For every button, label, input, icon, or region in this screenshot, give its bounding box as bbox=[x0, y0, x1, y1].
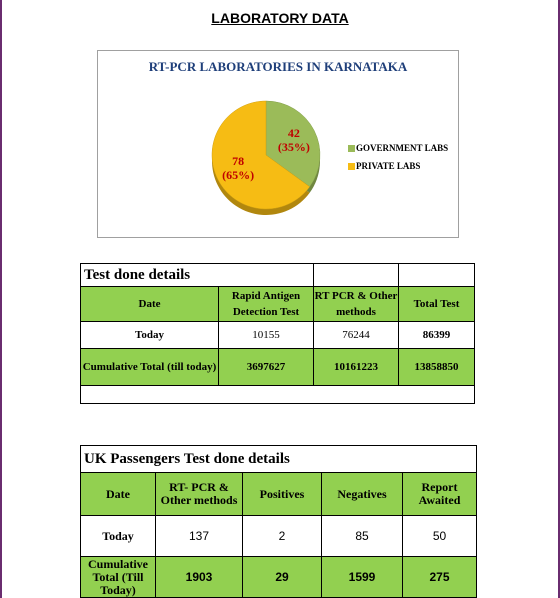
test-table-caption: Test done details bbox=[81, 264, 219, 287]
header-rt-pcr: RT PCR & Other methods bbox=[314, 287, 399, 322]
table-row: Today 137 2 85 50 bbox=[81, 516, 477, 557]
pie-data-label-0-0: 42 bbox=[287, 125, 300, 140]
test-done-table bbox=[80, 263, 475, 404]
table-header-row bbox=[81, 473, 477, 516]
header-total-test: Total Test bbox=[399, 287, 475, 322]
uk-header-positives: Positives bbox=[243, 473, 322, 516]
left-border bbox=[0, 0, 2, 598]
legend-label-private: PRIVATE LABS bbox=[356, 161, 421, 171]
legend-label-government: GOVERNMENT LABS bbox=[356, 143, 449, 153]
table-header-row bbox=[81, 287, 475, 322]
table-row: Cumulative Total (Till Today) 1903 29 1599 275 bbox=[81, 557, 477, 598]
legend-swatch-government bbox=[348, 145, 355, 152]
uk-header-date: Date bbox=[81, 473, 156, 516]
pie-data-label-1-1: (65%) bbox=[222, 168, 255, 183]
legend-item-private bbox=[348, 157, 448, 175]
legend-item-government bbox=[348, 139, 448, 157]
pie-data-label-1-0: 78 bbox=[232, 154, 245, 169]
header-date: Date bbox=[81, 287, 219, 322]
table-row: Today 10155 76244 86399 bbox=[81, 322, 475, 349]
legend-swatch-private bbox=[348, 163, 355, 170]
uk-table-caption: UK Passengers Test done details bbox=[81, 446, 477, 473]
chart-legend bbox=[348, 139, 448, 175]
table-row: Cumulative Total (till today) 3697627 10161223 13858850 bbox=[81, 349, 475, 386]
uk-header-report-awaited: Report Awaited bbox=[403, 473, 477, 516]
uk-header-rt-pcr: RT- PCR & Other methods bbox=[156, 473, 243, 516]
uk-header-negatives: Negatives bbox=[322, 473, 403, 516]
header-rapid-antigen: Rapid Antigen Detection Test bbox=[219, 287, 314, 322]
pie-data-label-0-1: (35%) bbox=[277, 139, 310, 154]
uk-passengers-table bbox=[80, 445, 477, 598]
pie-chart-panel bbox=[97, 50, 459, 238]
chart-title: RT-PCR LABORATORIES IN KARNATAKA bbox=[148, 59, 408, 74]
page-title: LABORATORY DATA bbox=[211, 10, 349, 26]
